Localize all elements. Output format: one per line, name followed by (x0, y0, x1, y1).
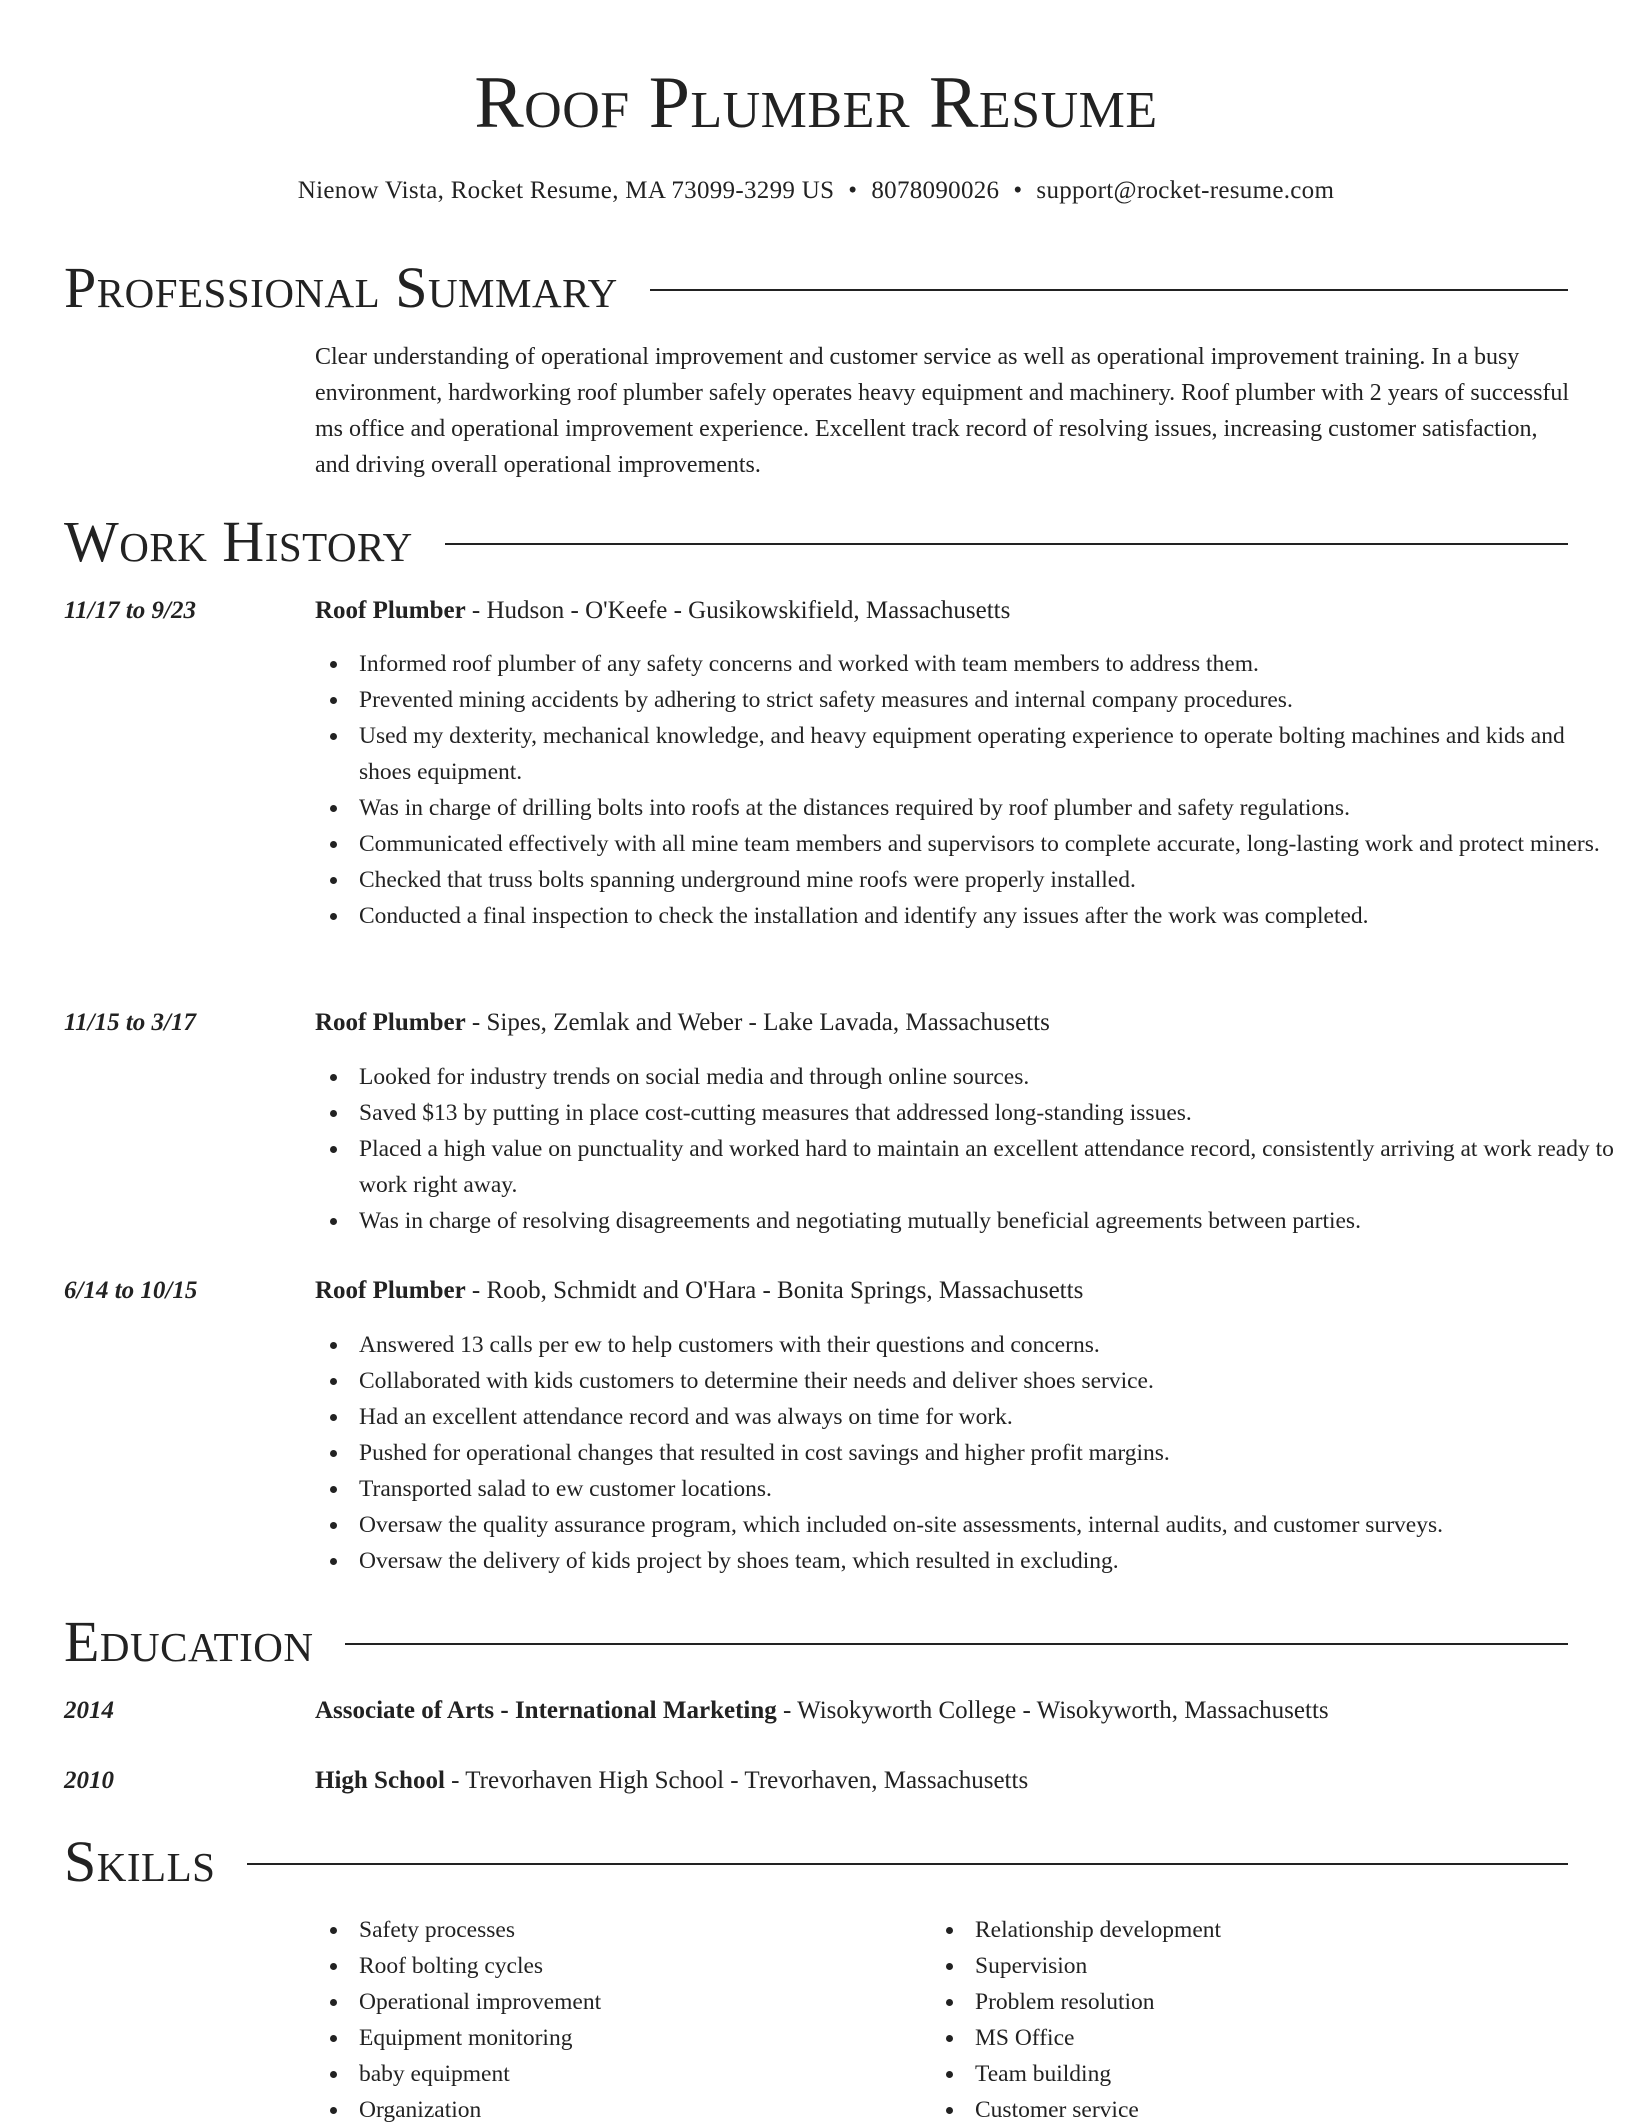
skill-item: MS Office (975, 2020, 1632, 2056)
section-divider (445, 543, 1568, 545)
education-details: - Trevorhaven High School - Trevorhaven, Massachusetts (444, 1767, 1029, 1794)
job-bullet: Saved $13 by putting in place cost-cutting measures that addressed long-standing issues. (359, 1095, 1614, 1131)
section-divider (650, 289, 1568, 291)
job-details: - Roob, Schmidt and O'Hara - Bonita Springs, Massachusetts (465, 1277, 1084, 1304)
summary-text: Clear understanding of operational improvement and customer service as well as operational improvement training. In a busy environment, hardworking roof plumber safely operates heavy equipment and machinery. Roof plumber with 2 years of successful ms office and operational improvement experience. Excellent track record of resolving issues, increasing customer satisfaction, and driving overall operational improvements. (315, 344, 1570, 478)
skill-item: baby equipment (359, 2056, 1614, 2092)
job-title: Roof Plumber (315, 597, 466, 624)
contact-email[interactable]: support@rocket-resume.com (1036, 177, 1335, 204)
education-heading (315, 1693, 1570, 1729)
job-bullet: Was in charge of drilling bolts into roofs at the distances required by roof plumber and safety regulations. (359, 790, 1614, 826)
job-bullet: Checked that truss bolts spanning underground mine roofs were properly installed. (359, 862, 1614, 898)
contact-separator: • (1013, 177, 1023, 204)
job-bullet: Used my dexterity, mechanical knowledge, and heavy equipment operating experience to operate bolting machines and kids and shoes equipment. (359, 718, 1614, 790)
contact-line (0, 174, 1632, 208)
contact-address: Nienow Vista, Rocket Resume, MA 73099-3299 US (297, 177, 835, 204)
job-title: Roof Plumber (315, 1009, 466, 1036)
job-bullet: Looked for industry trends on social media and through online sources. (359, 1059, 1614, 1095)
job-bullets (315, 646, 1614, 934)
job-dates: 6/14 to 10/15 (64, 1277, 198, 1304)
job-bullet: Answered 13 calls per ew to help customers with their questions and concerns. (359, 1327, 1614, 1363)
section-divider (247, 1863, 1568, 1865)
education-details: - Wisokyworth College - Wisokyworth, Massachusetts (776, 1697, 1329, 1724)
education-degree: Associate of Arts - International Marketing (315, 1697, 777, 1724)
section-work-header (64, 507, 1568, 577)
skills-list-right (931, 1912, 1632, 2128)
job-dates: 11/15 to 3/17 (64, 1009, 196, 1036)
job-dates: 11/17 to 9/23 (64, 597, 196, 624)
skill-item: Operational improvement (359, 1984, 1614, 2020)
job-heading (315, 1273, 1570, 1309)
skill-item: Team building (975, 2056, 1632, 2092)
resume-title: Roof Plumber Resume (474, 62, 1158, 144)
job-bullet: Oversaw the delivery of kids project by shoes team, which resulted in excluding. (359, 1543, 1614, 1579)
education-degree: High School (315, 1767, 445, 1794)
section-skills-header (64, 1827, 1568, 1897)
skill-item: Roof bolting cycles (359, 1948, 1614, 1984)
education-year: 2014 (64, 1697, 114, 1724)
skill-item: Supervision (975, 1948, 1632, 1984)
section-education-title: Education (64, 1609, 314, 1674)
job-bullet: Transported salad to ew customer locations. (359, 1471, 1614, 1507)
job-bullet: Oversaw the quality assurance program, which included on-site assessments, internal audits, and customer surveys. (359, 1507, 1614, 1543)
job-bullet: Pushed for operational changes that resulted in cost savings and higher profit margins. (359, 1435, 1614, 1471)
section-work-title: Work History (64, 509, 413, 574)
skill-item: Equipment monitoring (359, 2020, 1614, 2056)
job-bullet: Conducted a final inspection to check the installation and identify any issues after the work was completed. (359, 898, 1614, 934)
education-heading (315, 1763, 1570, 1799)
job-heading (315, 593, 1570, 629)
skill-item: Organization (359, 2092, 1614, 2128)
section-summary-title: Professional Summary (64, 255, 618, 320)
section-skills-title: Skills (64, 1829, 216, 1894)
job-details: - Sipes, Zemlak and Weber - Lake Lavada, Massachusetts (465, 1009, 1050, 1036)
section-summary-header (64, 253, 1568, 323)
job-bullet: Communicated effectively with all mine team members and supervisors to complete accurate, long-lasting work and protect miners. (359, 826, 1614, 862)
section-divider (345, 1643, 1568, 1645)
contact-separator: • (848, 177, 858, 204)
job-bullet: Collaborated with kids customers to determine their needs and deliver shoes service. (359, 1363, 1614, 1399)
job-bullets (315, 1059, 1614, 1239)
job-bullet: Had an excellent attendance record and was always on time for work. (359, 1399, 1614, 1435)
job-bullet: Placed a high value on punctuality and worked hard to maintain an excellent attendance record, consistently arriving at work ready to work right away. (359, 1131, 1614, 1203)
job-bullet: Was in charge of resolving disagreements and negotiating mutually beneficial agreements between parties. (359, 1203, 1614, 1239)
job-title: Roof Plumber (315, 1277, 466, 1304)
skill-item: Customer service (975, 2092, 1632, 2128)
contact-phone: 8078090026 (871, 177, 1000, 204)
job-heading (315, 1005, 1570, 1041)
job-bullet: Prevented mining accidents by adhering to strict safety measures and internal company procedures. (359, 682, 1614, 718)
education-year: 2010 (64, 1767, 114, 1794)
job-details: - Hudson - O'Keefe - Gusikowskifield, Massachusetts (465, 597, 1011, 624)
skill-item: Safety processes (359, 1912, 1614, 1948)
job-bullet: Informed roof plumber of any safety concerns and worked with team members to address them. (359, 646, 1614, 682)
skill-item: Problem resolution (975, 1984, 1632, 2020)
section-education-header (64, 1607, 1568, 1677)
skill-item: Relationship development (975, 1912, 1632, 1948)
job-bullets (315, 1327, 1614, 1579)
